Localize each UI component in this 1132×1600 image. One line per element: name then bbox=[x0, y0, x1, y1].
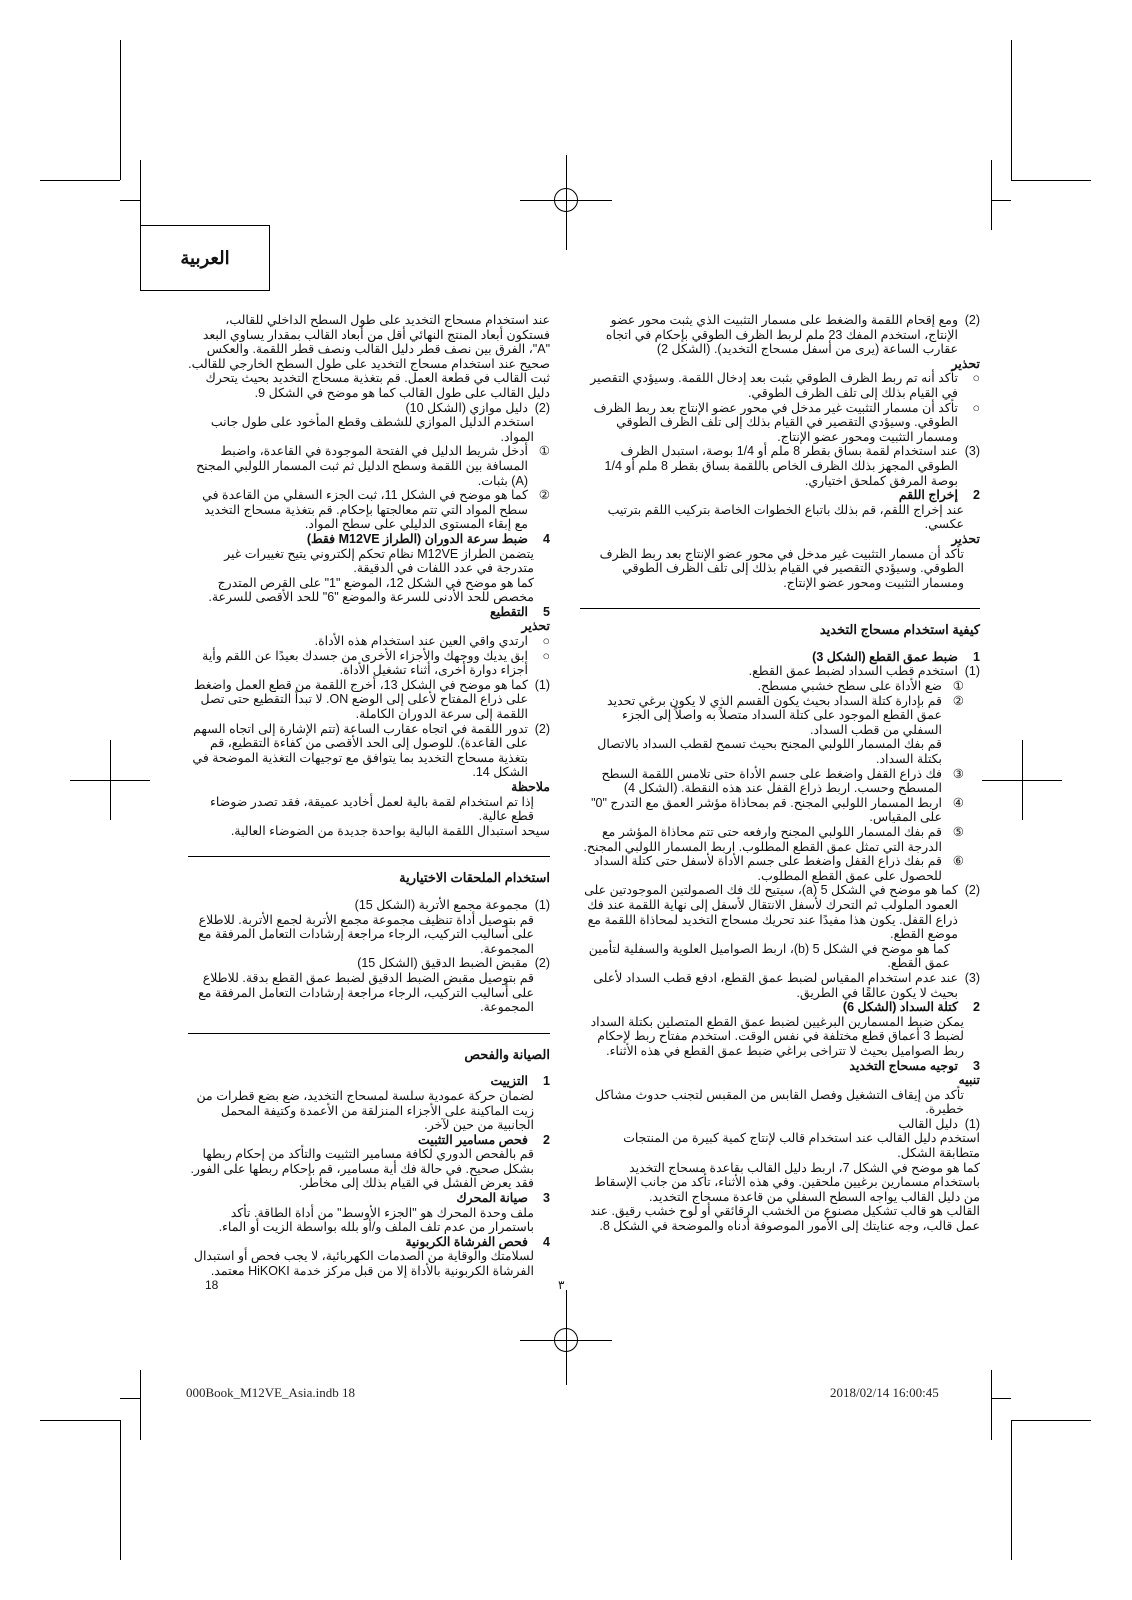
item-text: مجموعة مجمع الأتربة (الشكل 15) bbox=[354, 897, 528, 912]
circle-bullet-icon: ○ bbox=[542, 648, 550, 663]
registration-mark bbox=[1022, 740, 1023, 820]
subheading: 2كتلة السداد (الشكل 6) bbox=[842, 1000, 980, 1015]
step-item bbox=[580, 796, 964, 825]
step-text: ضع الأداة على سطح خشبي مسطح. bbox=[757, 679, 942, 694]
list-item bbox=[580, 971, 980, 1000]
item-text: عند عدم استخدام المقياس لضبط عمق القطع، ادفع قطب السداد لأعلى بحيث لا يكون عالقًا في الطريق. bbox=[593, 970, 958, 1000]
footer-timestamp: 2018/02/14 16:00:45 bbox=[830, 1385, 939, 1400]
item-marker: (1) bbox=[534, 677, 550, 692]
paragraph: قم بتوصيل مقبض الضبط الدقيق لضبط عمق القطع بدقة. للاطلاع على أساليب التركيب، الرجاء مراجعة إرشادات التعامل المرفقة مع المجموعة. bbox=[198, 970, 534, 1015]
paragraph: عند استخدام مسحاج التخديد على طول السطح الداخلي للقالب، فستكون أبعاد المنتج النهائي أقل من أبعاد القالب بمقدار يساوي البعد "A"، الفرق بين نصف قطر دليل القالب ونصف قطر اللقمة. والعكس صحيح عند استخدام مسحاج التخديد على طول السطح الخارجي للقالب. bbox=[188, 313, 550, 371]
footer-file-name: 000Book_M12VE_Asia.indb 18 bbox=[186, 1385, 355, 1400]
paragraph: يتضمن الطراز M12VE نظام تحكم إلكتروني يتيح تغييرات غير متدرجة في عدد اللفات في الدقيقة. bbox=[224, 546, 534, 576]
paragraph: ثبت القالب في قطعة العمل. قم بتغذية مسحاج التخديد بحيث يتحرك دليل القالب على طول القالب كما هو موضح في الشكل 9. bbox=[205, 371, 550, 400]
item-marker: (3) bbox=[964, 970, 980, 985]
item-text: تدور اللقمة في اتجاه عقارب الساعة (تتم الإشارة إلى اتجاه السهم على القاعدة). للوصول إلى الحد الأقصى من كفاءة التقطيع، قم بتغذية مسحاج التخديد بما يتوافق مع توجيهات التغذية الموضحة في الشكل 14. bbox=[192, 721, 528, 780]
item-text: استخدم قطب السداد لضبط عمق القطع. bbox=[748, 664, 958, 679]
list-item bbox=[580, 664, 980, 679]
step-marker: ③ bbox=[952, 766, 964, 781]
warning-heading: تحذير bbox=[521, 619, 550, 634]
registration-circle bbox=[554, 1328, 578, 1352]
crop-mark bbox=[991, 1398, 1011, 1399]
subheading: 2إخراج اللقم bbox=[898, 488, 980, 503]
warning-heading: تحذير bbox=[951, 531, 980, 546]
crop-mark bbox=[40, 180, 120, 181]
step-marker: ⑥ bbox=[952, 854, 964, 869]
paragraph: كما هو موضح في الشكل 12، الموضع "1" على القرص المتدرج مخصص للحد الأدنى للسرعة والموضع "6" للحد الأقصى للسرعة. bbox=[208, 575, 534, 605]
paragraph: كما هو موضح في الشكل 7، اربط دليل القالب بقاعدة مسحاج التخديد باستخدام مسمارين برغيين ملحقين. وفي هذه الأثناء، تأكد من جانب الإسقاط من دليل القالب يواجه السطح السفلي من قاعدة مسحاج التخديد. bbox=[594, 1160, 980, 1204]
subheading: 3توجيه مسحاج التخديد bbox=[849, 1058, 980, 1073]
registration-circle bbox=[554, 188, 578, 212]
step-marker: ④ bbox=[952, 795, 964, 810]
step-text: أدخل شريط الدليل في الفتحة الموجودة في القاعدة، واضبط المسافة بين اللقمة وسطح الدليل ثم ثبت المسمار اللولبي المجنح (A) بثبات. bbox=[196, 444, 528, 488]
section-heading: استخدام الملحقات الاختيارية bbox=[188, 856, 550, 886]
bullet-item bbox=[188, 634, 550, 649]
item-marker: (1) bbox=[964, 1116, 980, 1131]
step-marker: ⑤ bbox=[952, 825, 964, 839]
crop-mark bbox=[140, 160, 141, 230]
language-tab-label: العربية bbox=[180, 247, 230, 268]
circle-bullet-icon: ○ bbox=[972, 371, 980, 386]
item-marker: (2) bbox=[964, 883, 980, 898]
item-marker: (1) bbox=[534, 897, 550, 912]
crop-mark bbox=[40, 1420, 120, 1421]
step-text: قم بإدارة كتلة السداد بحيث يكون القسم الذي لا يكون برغي تحديد عمق القطع الموجود على كتلة السداد متصلاً به واصلاً إلى الجزء السفلي من قطب السداد. bbox=[607, 693, 942, 737]
list-item bbox=[580, 883, 980, 941]
list-item bbox=[188, 401, 550, 416]
item-text: ابق يديك ووجهك والأجزاء الأخرى من جسدك بعيدًا عن اللقم وأية أجزاء دوارة أخرى، أثناء تشغيل الأداة. bbox=[202, 648, 528, 678]
item-text: تأكد أنه تم ربط الظرف الطوقي بثبت بعد إدخال اللقمة. وسيؤدي التقصير في القيام بذلك إلى تلف الظرف الطوقي. bbox=[590, 371, 958, 400]
subheading: 3صيانة المحرك bbox=[456, 1191, 550, 1206]
item-marker: (3) bbox=[964, 444, 980, 459]
paragraph: تأكد أن مسمار التثبيت غير مدخل في محور عضو الإنتاج بعد ربط الظرف الطوقي. وسيؤدي التقصير في القيام بذلك إلى تلف الظرف الطوقي ومسمار التثبيت ومحور عضو الإنتاج. bbox=[599, 546, 964, 590]
circle-bullet-icon: ○ bbox=[542, 634, 550, 649]
paragraph: قم بتوصيل أداة تنظيف مجموعة مجمع الأتربة لجمع الأتربة. للاطلاع على أساليب التركيب، الرجاء مراجعة إرشادات التعامل المرفقة مع المجموعة. bbox=[198, 912, 534, 956]
section-heading: الصيانة والفحص bbox=[188, 1033, 550, 1063]
item-marker: (2) bbox=[534, 956, 550, 971]
subheading: 4فحص الفرشاة الكربونية bbox=[405, 1234, 550, 1249]
crop-mark bbox=[120, 1420, 121, 1560]
crop-mark bbox=[1011, 40, 1012, 180]
step-item bbox=[188, 444, 550, 488]
step-item bbox=[580, 694, 964, 738]
step-marker: ② bbox=[538, 488, 550, 503]
list-item bbox=[580, 1117, 980, 1132]
step-item bbox=[188, 488, 550, 532]
section-heading: كيفية استخدام مسحاج التخديد bbox=[580, 608, 980, 638]
step-item bbox=[580, 679, 964, 694]
item-text: دليل موازي (الشكل 10) bbox=[405, 400, 528, 415]
bullet-item bbox=[580, 401, 980, 445]
paragraph: لضمان حركة عمودية سلسة لمسحاج التخديد، ضع بضع قطرات من زيت الماكينة على الأجزاء المنزلقة من الأعمدة وكتيفة المحمل الجانبية من حين لآخر. bbox=[196, 1088, 534, 1133]
step-text: فك ذراع القفل واضغط على جسم الأداة حتى تلامس اللقمة السطح المسطح وحسب. اربط ذراع القفل عند هذه النقطة. (الشكل 4) bbox=[601, 766, 942, 796]
step-text: كما هو موضح في الشكل 11، ثبت الجزء السفلي من القاعدة في سطح المواد التي تتم معالجتها بإحكام. قم بتغذية مسحاج التخديد مع إبقاء المستوى الدليلي على سطح المواد. bbox=[202, 488, 528, 532]
item-marker: (2) bbox=[534, 400, 550, 415]
step-item bbox=[580, 767, 964, 796]
list-item bbox=[580, 444, 980, 488]
paragraph: إذا تم استخدام لقمة بالية لعمل أخاديد عميقة، فقد تصدر ضوضاء قطع عالية. bbox=[209, 794, 534, 824]
item-text: ارتدي واقي العين عند استخدام هذه الأداة. bbox=[314, 634, 528, 649]
paragraph: تأكد من إيقاف التشغيل وفصل القابس من المقبس لتجنب حدوث مشاكل خطيرة. bbox=[594, 1087, 964, 1117]
step-marker: ① bbox=[538, 444, 550, 459]
item-text: عند استخدام لقمة بساق بقطر 8 ملم أو 1/4 بوصة، استبدل الظرف الطوقي المجهز بذلك الظرف الخاص باللقمة بساق بقطر 8 ملم أو 1/4 بوصة المرفق كملحق اختياري. bbox=[604, 444, 958, 488]
paragraph: استخدم الدليل الموازي للشطف وقطع المأخود على طول جانب المواد. bbox=[210, 415, 534, 444]
step-text: قم بفك المسمار اللولبي المجنح بحيث تسمح لقطب السداد بالاتصال بكتلة السداد. bbox=[597, 737, 942, 767]
crop-mark bbox=[140, 1370, 141, 1440]
item-marker: (2) bbox=[964, 313, 980, 327]
step-text: قم بفك ذراع القفل واضغط على جسم الأداة لأسفل حتى كتلة السداد للحصول على عمق القطع المطلوب. bbox=[593, 854, 942, 883]
step-marker: ② bbox=[952, 693, 964, 708]
crop-mark bbox=[1011, 1420, 1012, 1560]
item-text: دليل القالب bbox=[898, 1116, 958, 1131]
item-text: مقبض الضبط الدقيق (الشكل 15) bbox=[357, 956, 528, 971]
circle-bullet-icon: ○ bbox=[972, 400, 980, 415]
paragraph: ملف وحدة المحرك هو "الجزء الأوسط" من أداة الطاقة. تأكد باستمرار من عدم تلف الملف و/أو بلله بواسطة الزيت أو الماء. bbox=[218, 1205, 534, 1235]
subheading: 2فحص مسامير التثبيت bbox=[418, 1132, 550, 1147]
paragraph: قم بالفحص الدوري لكافة مسامير التثبيت والتأكد من إحكام ربطها بشكل صحيح. في حالة فك أية مسامير، قم بإحكام ربطها على الفور. فقد يعرض الفشل في القيام بذلك إلى مخاطر. bbox=[190, 1147, 534, 1191]
list-item bbox=[580, 313, 980, 357]
crop-mark bbox=[120, 1398, 140, 1399]
list-item bbox=[188, 898, 550, 913]
crop-mark bbox=[120, 200, 140, 201]
subheading: 5التقطيع bbox=[489, 604, 550, 619]
step-text: اربط المسمار اللولبي المجنح. قم بمحاذاة مؤشر العمق مع التدرج "0" على المقياس. bbox=[591, 795, 942, 825]
list-item bbox=[188, 956, 550, 971]
item-marker: (2) bbox=[534, 721, 550, 736]
paragraph: لسلامتك والوقاية من الصدمات الكهربائية، لا يجب فحص أو استبدال الفرشاة الكربونية بالأداة إلا من قبل مركز خدمة HiKOKI معتمد. bbox=[193, 1249, 534, 1279]
crop-mark bbox=[991, 1370, 992, 1440]
right-column bbox=[580, 313, 980, 1234]
crop-mark bbox=[991, 200, 1011, 201]
caution-heading: تنبيه bbox=[958, 1073, 980, 1088]
item-marker: (1) bbox=[964, 664, 980, 679]
step-marker: ① bbox=[952, 679, 964, 694]
language-tab bbox=[140, 225, 270, 291]
step-item bbox=[580, 737, 964, 766]
step-text: قم بفك المسمار اللولبي المجنح وارفعه حتى تتم محاذاة المؤشر مع الدرجة التي تمثل عمق القطع المطلوب. اربط المسمار اللولبي المجنح. bbox=[583, 825, 942, 854]
page-number: ٣ bbox=[558, 1278, 565, 1292]
warning-heading: تحذير bbox=[951, 356, 980, 371]
crop-mark bbox=[1011, 1420, 1091, 1421]
bullet-item bbox=[188, 649, 550, 678]
paragraph: يمكن ضبط المسمارين البرغيين لضبط عمق القطع المتصلين بكتلة السداد لضبط 3 أعماق قطع مختلفة في نفس الوقت. استخدم مفتاح ربط لإحكام ربط الصواميل بحيث لا تتراخى براغي ضبط عمق القطع في هذه الأثناء. bbox=[590, 1014, 964, 1058]
list-item bbox=[188, 722, 550, 780]
bullet-item bbox=[580, 371, 980, 400]
paragraph: القالب هو قالب تشكيل مصنوع من الخشب الرقائقي أو لوح خشب رقيق. عند عمل قالب، وجه عنايتك إلى الأمور الموصوفة أدناه والموضحة في الشكل 8. bbox=[590, 1204, 980, 1234]
crop-mark bbox=[1011, 180, 1091, 181]
step-item bbox=[580, 825, 964, 854]
paragraph: استخدم دليل القالب عند استخدام قالب لإنتاج كمية كبيرة من المنتجات متطابقة الشكل. bbox=[623, 1131, 980, 1161]
list-item bbox=[188, 678, 550, 722]
left-column bbox=[188, 313, 550, 1279]
paragraph: كما هو موضح في الشكل 5 (b)، اربط الصواميل العلوية والسفلية لتأمين عمق القطع. bbox=[588, 941, 950, 971]
step-marker bbox=[942, 737, 964, 766]
subheading: 1ضبط عمق القطع (الشكل 3) bbox=[812, 649, 980, 664]
item-text: كما هو موضح في الشكل 5 (a)، سيتيح لك فك الصمولتين الموجودتين على العمود الملولب ثم التحرك لأسفل الانتقال لأسفل إلى نهاية اللقمة عند فك ذراع القفل. يكون هذا مفيدًا عند تحريك مسحاج التخديد لمحاذاة اللقمة مع موضع القطع. bbox=[584, 883, 958, 942]
registration-mark bbox=[110, 740, 111, 820]
item-text: ومع إقحام اللقمة والضغط على مسمار التثبيت الذي يثبت محور عضو الإنتاج، استخدم المفك 23 ملم لربط الظرف الطوقي بإحكام في اتجاه عقارب الساعة (يرى من أسفل مسحاج التخديد). (الشكل 2) bbox=[605, 313, 958, 357]
subheading: 4ضبط سرعة الدوران (الطراز M12VE فقط) bbox=[306, 531, 550, 546]
crop-mark bbox=[991, 160, 992, 230]
note-heading: ملاحظة bbox=[511, 780, 550, 794]
item-text: كما هو موضح في الشكل 13، أخرج اللقمة من قطع العمل واضغط على ذراع المفتاح لأعلى إلى الوضع ON. لا تبدأ التقطيع حتى تصل اللقمة إلى سرعة الدوران الكاملة. bbox=[193, 677, 528, 722]
page-number: 18 bbox=[205, 1278, 219, 1292]
crop-mark bbox=[120, 40, 121, 180]
paragraph: عند إخراج اللقم، قم بذلك باتباع الخطوات الخاصة بتركيب اللقم بترتيب عكسي. bbox=[607, 502, 964, 532]
paragraph: سيحد استبدال اللقمة البالية بواحدة جديدة من الضوضاء العالية. bbox=[230, 823, 550, 838]
subheading: 1التزييت bbox=[490, 1074, 550, 1089]
step-item bbox=[580, 854, 964, 883]
item-text: تأكد أن مسمار التثبيت غير مدخل في محور عضو الإنتاج بعد ربط الظرف الطوقي. وسيؤدي التقصير في القيام بذلك إلى تلف الظرف الطوقي ومسمار التثبيت ومحور عضو الإنتاج. bbox=[593, 400, 958, 444]
